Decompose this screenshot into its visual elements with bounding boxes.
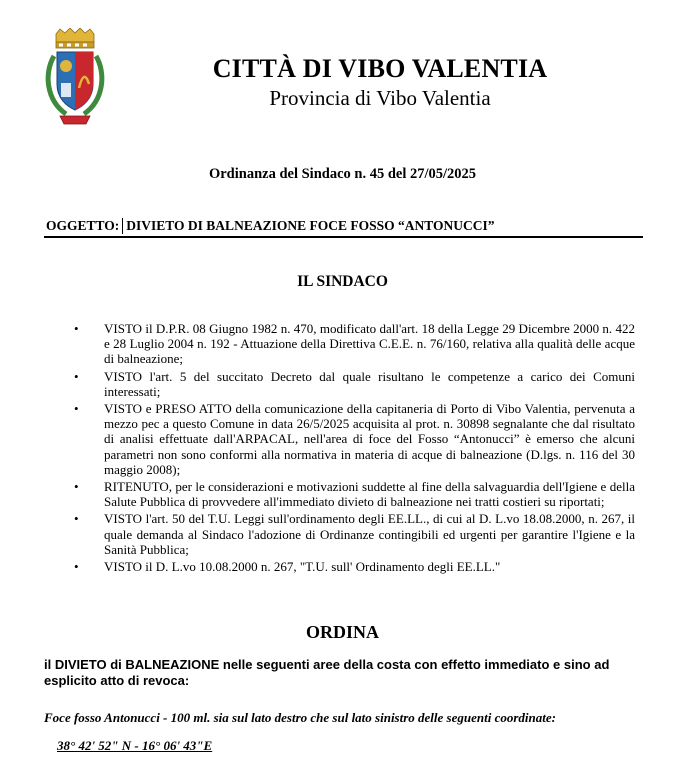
bullet: • [74, 559, 79, 575]
list-item [60, 479, 635, 509]
mayor-heading: IL SINDACO [297, 273, 388, 290]
list-item [60, 511, 635, 557]
list-item-text: VISTO il D.P.R. 08 Giugno 1982 n. 470, modificato dall'art. 18 della Legge 29 Dicembre 2000 n. 422 e 28 Luglio 2004 n. 192 - Attuazione della Direttiva C.E.E. n. 76/160, relativa alla qualità delle acque di balneazione; [104, 321, 635, 367]
orders-heading: ORDINA [305, 622, 379, 642]
bullet: • [74, 479, 79, 495]
area-description: Foce fosso Antonucci - 100 ml. sia sul lato destro che sul lato sinistro delle seguenti coordinate: [44, 710, 556, 725]
considerations-list [60, 321, 635, 576]
list-item-text: VISTO il D. L.vo 10.08.2000 n. 267, "T.U. sull' Ordinamento degli EE.LL." [104, 559, 501, 575]
ban-text: il DIVIETO di BALNEAZIONE nelle seguenti aree della costa con effetto immediato e sino ad esplicito atto di revoca: [44, 657, 610, 688]
list-item [60, 321, 635, 367]
bullet: • [74, 321, 79, 336]
list-item-text: VISTO l'art. 5 del succitato Decreto dal quale risultano le competenze a carico dei Comuni interessati; [104, 368, 635, 399]
bullet: • [74, 401, 79, 417]
coordinates: 38° 42' 52" N - 16° 06' 43"E [57, 738, 213, 753]
subject-line [46, 218, 643, 234]
list-item-text: VISTO e PRESO ATTO della comunicazione della capitaneria di Porto di Vibo Valentia, pervenuta a mezzo pec a questo Comune in data 26/5/2025 acquisita al prot. n. 30898 segnalante che dal risultato di analisi effettuate dall'ARPACAL, nell'area di foce del Fosso “Antonucci” è emerso che alcuni parametri non sono conformi alla normativa in materia di acque di balneazione (D.lgs. n. 116 del 30 maggio 2008); [104, 401, 635, 477]
bullet: • [74, 368, 79, 384]
list-item-text: VISTO l'art. 50 del T.U. Leggi sull'ordinamento degli EE.LL., di cui al D. L.vo 18.08.2000, n. 267, il quale demanda al Sindaco l'adozione di Ordinanze contingibili ed urgenti per garantire l'Igiene e la Sanità Pubblica; [104, 511, 635, 557]
ordinance-title: Ordinanza del Sindaco n. 45 del 27/05/2025 [208, 166, 477, 182]
province-name: Provincia di Vibo Valentia [269, 86, 491, 110]
list-item [60, 401, 635, 477]
list-item [60, 369, 635, 399]
bullet: • [74, 511, 79, 527]
subject-text: DIVIETO DI BALNEAZIONE FOCE FOSSO “ANTONUCCI” [126, 218, 495, 233]
town-name: CITTÀ DI VIBO VALENTIA [212, 54, 548, 83]
subject-divider [44, 236, 643, 238]
list-item-text: RITENUTO, per le considerazioni e motivazioni suddette al fine della salvaguardia dell'Igiene e della Salute Pubblica di provvedere all'immediato divieto di balneazione nei tratti costieri su riportati; [104, 479, 635, 510]
list-item [60, 559, 635, 574]
subject-label: OGGETTO: [46, 218, 123, 234]
